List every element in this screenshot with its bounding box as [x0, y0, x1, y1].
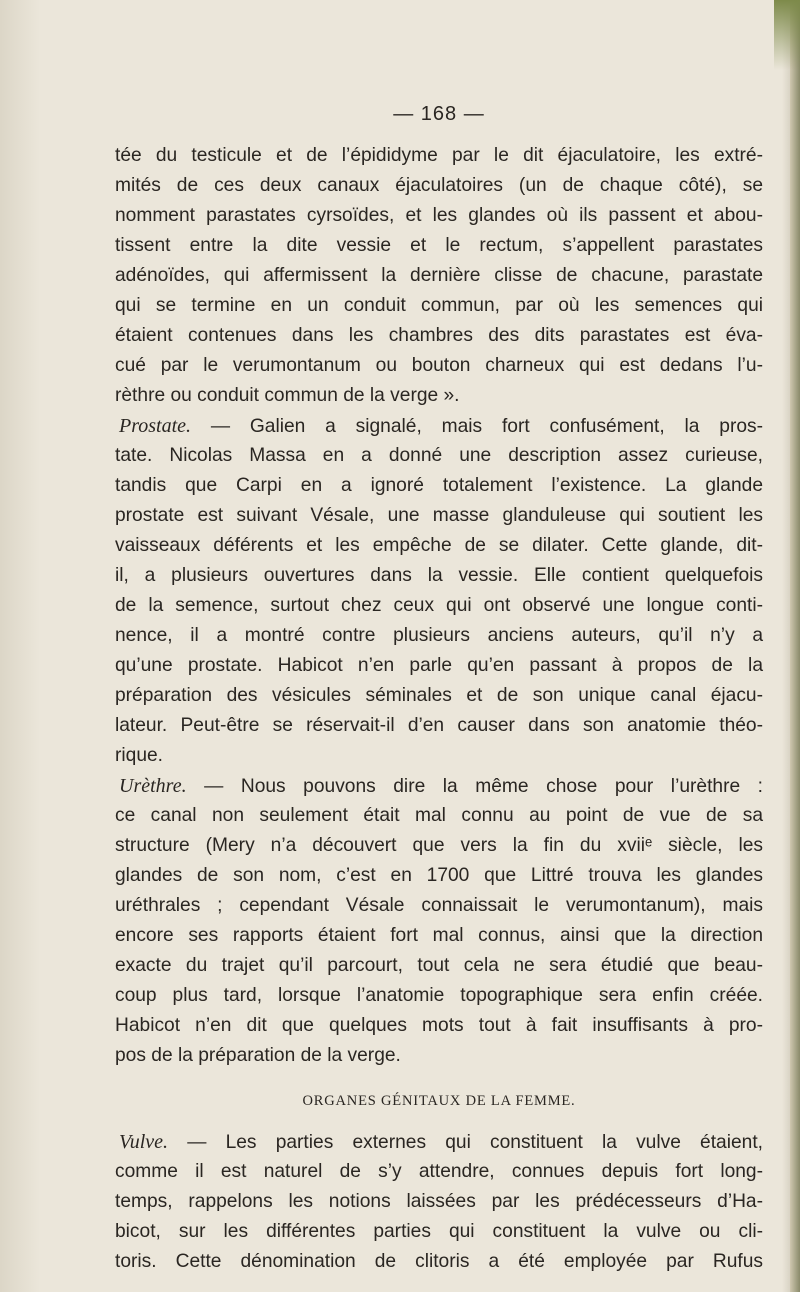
paragraph-line: tée du testicule et de l’épididyme par le dit éjaculatoire, les extré- [115, 145, 763, 166]
paragraph-line: glandes de son nom, c’est en 1700 que Littré trouva les glandes [115, 865, 763, 886]
paragraph-line: prostate est suivant Vésale, une masse glanduleuse qui soutient les [115, 505, 763, 526]
paragraph-line: adénoïdes, qui affermissent la dernière clisse de chacune, parastate [115, 265, 763, 286]
paragraph-line: bicot, sur les différentes parties qui constituent la vulve ou cli- [115, 1221, 763, 1242]
paragraph-line: uréthrales ; cependant Vésale connaissait le verumontanum), mais [115, 895, 763, 916]
paragraph-line: coup plus tard, lorsque l’anatomie topographique sera enfin créée. [115, 985, 763, 1006]
page-number: — 168 — [393, 103, 485, 125]
paragraph-line: ce canal non seulement était mal connu au point de vue de sa [115, 805, 763, 826]
page-edge-shadow [790, 0, 800, 1292]
paragraph-line: tandis que Carpi en a ignoré totalement l’existence. La glande [115, 475, 763, 496]
paragraph-line: structure (Mery n’a découvert que vers la fin du xviiᵉ siècle, les [115, 835, 763, 856]
paragraph-line: exacte du trajet qu’il parcourt, tout cela ne sera étudié que beau- [115, 955, 763, 976]
paragraph-line: il, a plusieurs ouvertures dans la vessie. Elle contient quelquefois [115, 565, 763, 586]
paragraph-line: lateur. Peut-être se réservait-il d’en causer dans son anatomie théo- [115, 715, 763, 736]
paragraph-line: tate. Nicolas Massa en a donné une description assez curieuse, [115, 445, 763, 466]
vulve-term: Vulve. [119, 1131, 169, 1153]
paragraph-line: pos de la préparation de la verge. [115, 1045, 401, 1066]
paragraph-line: temps, rappelons les notions laissées par les prédécesseurs d’Ha- [115, 1191, 763, 1212]
paragraph-line: Habicot n’en dit que quelques mots tout à fait insuffisants à pro- [115, 1015, 763, 1036]
urethre-first-line-text: — Nous pouvons dire la même chose pour l’urèthre : [186, 776, 763, 797]
paragraph-line: vaisseaux déférents et les empêche de se dilater. Cette glande, dit- [115, 535, 763, 556]
paragraph-line: rique. [115, 745, 163, 766]
paragraph-line: comme il est naturel de s’y attendre, connues depuis fort long- [115, 1161, 763, 1182]
prostate-term: Prostate. [119, 415, 192, 437]
paragraph-line: rèthre ou conduit commun de la verge ». [115, 385, 460, 406]
paragraph-line: encore ses rapports étaient fort mal connus, ainsi que la direction [115, 925, 763, 946]
paragraph-line: de la semence, surtout chez ceux qui ont observé une longue conti- [115, 595, 763, 616]
paragraph-line: qui se termine en un conduit commun, par où les semences qui [115, 295, 763, 316]
paragraph-line: cué par le verumontanum ou bouton charneux qui est dedans l’u- [115, 355, 763, 376]
paragraph-line: nomment parastates cyrsoïdes, et les glandes où ils passent et abou- [115, 205, 763, 226]
paragraph-line: étaient contenues dans les chambres des dits parastates est éva- [115, 325, 763, 346]
paragraph-line: mités de ces deux canaux éjaculatoires (un de chaque côté), se [115, 175, 763, 196]
vulve-first-line-text: — Les parties externes qui constituent la vulve étaient, [168, 1132, 763, 1153]
page-corner-stain [774, 0, 800, 70]
vulve-first-line [119, 1127, 763, 1157]
prostate-first-line [119, 411, 763, 441]
urethre-term: Urèthre. [119, 775, 187, 797]
paragraph-line: préparation des vésicules séminales et de son unique canal éjacu- [115, 685, 763, 706]
paragraph-line: toris. Cette dénomination de clitoris a été employée par Rufus [115, 1251, 763, 1272]
paragraph-line: tissent entre la dite vessie et le rectum, s’appellent parastates [115, 235, 763, 256]
paragraph-line: nence, il a montré contre plusieurs anciens auteurs, qu’il n’y a [115, 625, 763, 646]
section-heading: ORGANES GÉNITAUX DE LA FEMME. [302, 1093, 576, 1109]
paragraph-line: qu’une prostate. Habicot n’en parle qu’en passant à propos de la [115, 655, 763, 676]
prostate-first-line-text: — Galien a signalé, mais fort confusément, la pros- [191, 416, 763, 437]
urethre-first-line [119, 771, 763, 801]
